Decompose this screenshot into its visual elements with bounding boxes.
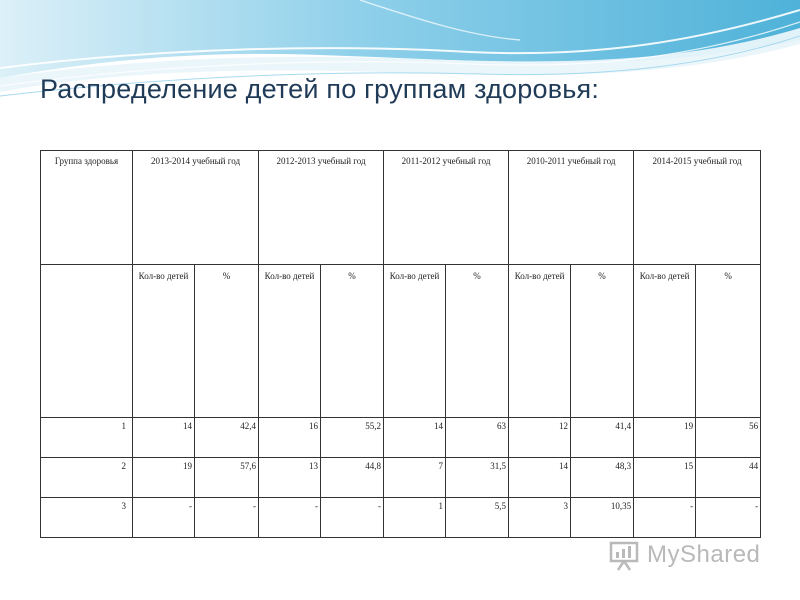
table-cell: 10,35 xyxy=(571,498,634,538)
table-cell: 14 xyxy=(384,418,446,458)
percent-subheader-cell: % xyxy=(571,265,634,418)
table-cell: 44,8 xyxy=(321,458,384,498)
count-subheader-cell: Кол-во детей xyxy=(634,265,696,418)
table-row xyxy=(41,458,761,498)
year-header-label: 2011-2012 учебный год xyxy=(401,156,491,166)
year-header-cell xyxy=(133,151,259,265)
year-header-cell xyxy=(509,151,634,265)
table-cell: - xyxy=(634,498,696,538)
count-subheader-cell: Кол-во детей xyxy=(133,265,195,418)
percent-subheader-cell: % xyxy=(195,265,259,418)
health-groups-table xyxy=(40,150,761,538)
watermark-text: MyShared xyxy=(647,541,761,568)
table-cell: - xyxy=(259,498,321,538)
table-cell: 44 xyxy=(696,458,761,498)
table-cell: 7 xyxy=(384,458,446,498)
year-header-cell xyxy=(259,151,384,265)
table-cell: 3 xyxy=(509,498,571,538)
table-header-subcolumns xyxy=(41,265,761,418)
table-cell: - xyxy=(195,498,259,538)
table-cell: 19 xyxy=(133,458,195,498)
table-cell: - xyxy=(321,498,384,538)
count-subheader-cell: Кол-во детей xyxy=(259,265,321,418)
group-header-cell xyxy=(41,151,133,265)
table-cell: 55,2 xyxy=(321,418,384,458)
table-cell: 19 xyxy=(634,418,696,458)
table-cell: 57,6 xyxy=(195,458,259,498)
group-cell: 1 xyxy=(41,418,133,458)
table-cell: 41,4 xyxy=(571,418,634,458)
table-cell: 13 xyxy=(259,458,321,498)
presentation-board-icon xyxy=(607,538,641,572)
year-header-cell xyxy=(384,151,509,265)
table-cell: 1 xyxy=(384,498,446,538)
year-header-label: 2010-2011 учебный год xyxy=(526,156,616,166)
table-cell: 42,4 xyxy=(195,418,259,458)
table-cell: 56 xyxy=(696,418,761,458)
table-cell: 48,3 xyxy=(571,458,634,498)
empty-subheader-cell xyxy=(41,265,133,418)
table-cell: 15 xyxy=(634,458,696,498)
watermark xyxy=(607,538,777,572)
slide-title: Распределение детей по группам здоровья: xyxy=(40,74,600,104)
header-wave-decoration xyxy=(0,0,800,130)
table-cell: - xyxy=(133,498,195,538)
year-header-cell xyxy=(634,151,761,265)
table-cell: 14 xyxy=(133,418,195,458)
percent-subheader-cell: % xyxy=(696,265,761,418)
table-cell: 5,5 xyxy=(446,498,509,538)
table-row xyxy=(41,498,761,538)
table-cell: 31,5 xyxy=(446,458,509,498)
count-subheader-cell: Кол-во детей xyxy=(384,265,446,418)
count-subheader-cell: Кол-во детей xyxy=(509,265,571,418)
table-cell: - xyxy=(696,498,761,538)
table-header-years xyxy=(41,151,761,265)
table-cell: 14 xyxy=(509,458,571,498)
table-cell: 12 xyxy=(509,418,571,458)
table-cell: 63 xyxy=(446,418,509,458)
group-cell: 3 xyxy=(41,498,133,538)
percent-subheader-cell: % xyxy=(321,265,384,418)
table-row xyxy=(41,418,761,458)
table-cell: 16 xyxy=(259,418,321,458)
year-header-label: 2012-2013 учебный год xyxy=(276,156,366,166)
percent-subheader-cell: % xyxy=(446,265,509,418)
group-cell: 2 xyxy=(41,458,133,498)
group-header-label: Группа здоровья xyxy=(54,156,119,166)
year-header-label: 2013-2014 учебный год xyxy=(150,156,241,166)
year-header-label: 2014-2015 учебный год xyxy=(652,156,742,166)
